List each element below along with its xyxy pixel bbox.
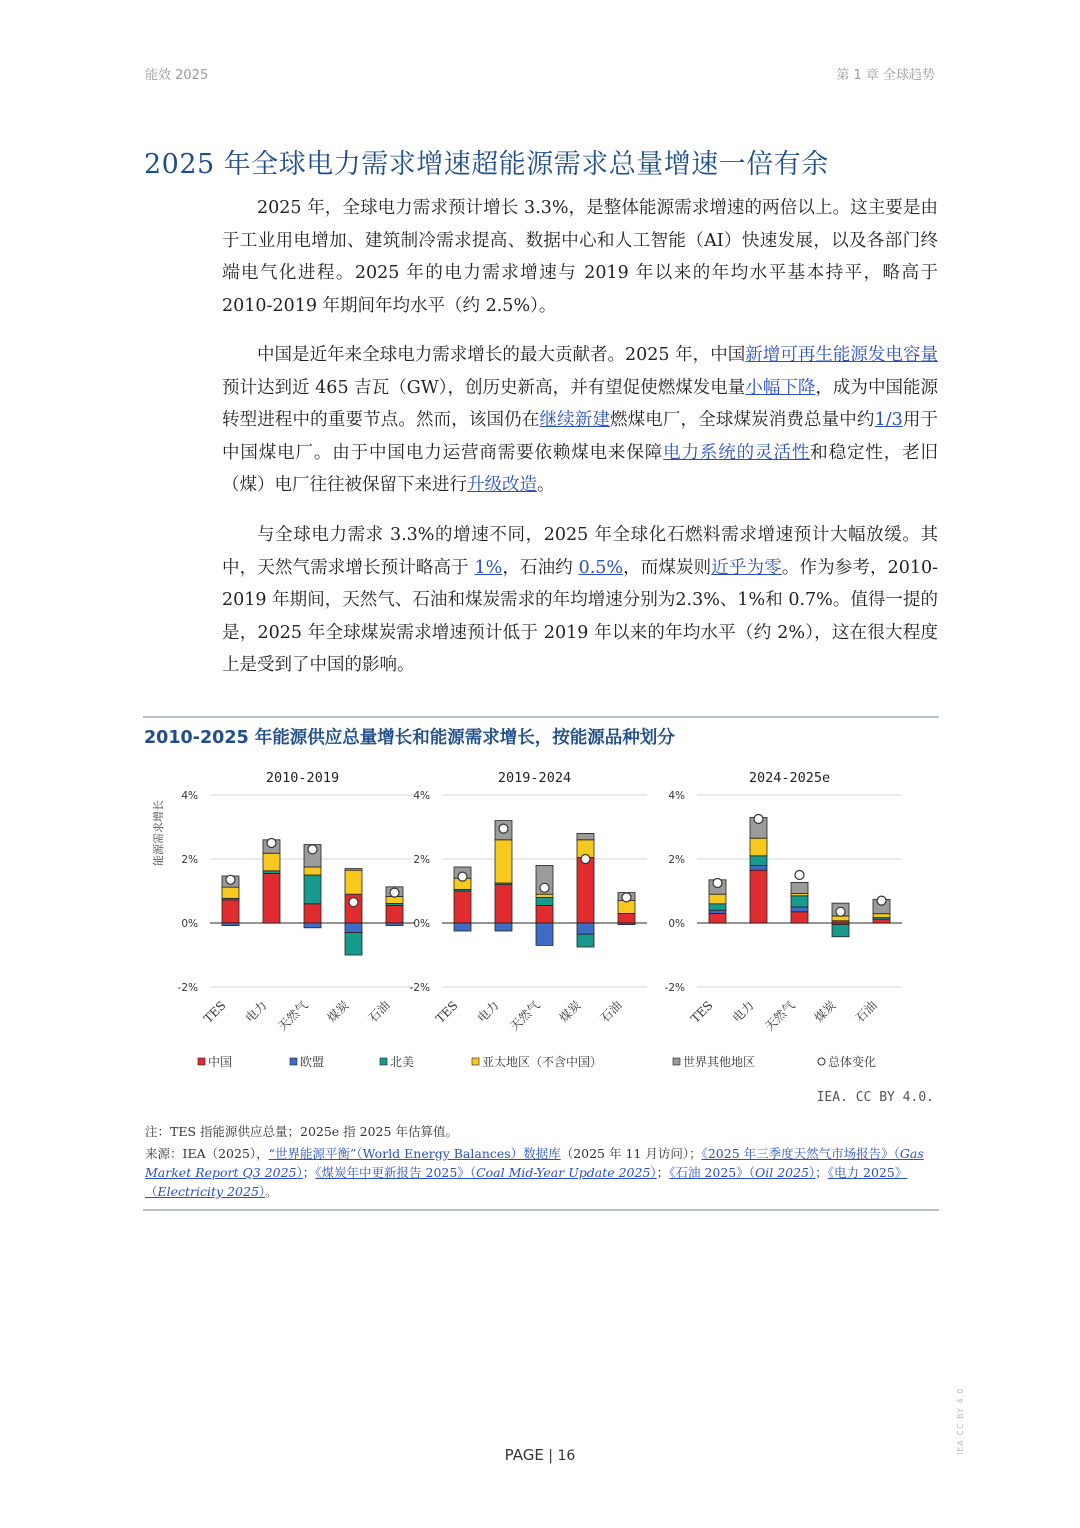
legend-label: 世界其他地区 bbox=[683, 1055, 756, 1069]
text: 与全球电力需求 3.3%的增速不同，2025 年全球化石燃料需求增速预计大幅放缓。其中，天然气需求增长预计略高于 bbox=[222, 525, 938, 578]
figure-sources bbox=[145, 1144, 940, 1201]
category-label: TES bbox=[201, 998, 229, 1026]
bar-segment bbox=[495, 923, 512, 931]
total-marker bbox=[754, 815, 763, 824]
bar-segment bbox=[454, 923, 471, 931]
link-continue-building[interactable]: 继续新建 bbox=[539, 410, 611, 430]
bar-segment bbox=[750, 870, 767, 923]
link-coal-mid-year-update[interactable] bbox=[315, 1165, 656, 1180]
y-tick-label: 4% bbox=[413, 790, 430, 802]
bar-segment bbox=[263, 873, 280, 923]
bar-segment bbox=[345, 933, 362, 955]
total-marker bbox=[308, 845, 317, 854]
bar-segment bbox=[536, 897, 553, 905]
running-header-left: 能效 2025 bbox=[145, 68, 209, 83]
link-oil-0-5pct[interactable]: 0.5% bbox=[578, 557, 624, 578]
category-label: 电力 bbox=[242, 998, 270, 1026]
y-tick-label: 4% bbox=[668, 790, 685, 802]
bar-segment bbox=[222, 887, 239, 898]
legend-swatch bbox=[290, 1058, 297, 1065]
total-marker bbox=[540, 883, 549, 892]
legend-marker bbox=[818, 1058, 825, 1065]
link-new-renewable-capacity[interactable]: 新增可再生能源发电容量 bbox=[745, 345, 938, 365]
link-near-zero[interactable]: 近乎为零 bbox=[711, 557, 782, 578]
side-license-mark: IEA CC BY 4.0 bbox=[956, 1387, 965, 1455]
text: ） bbox=[809, 1165, 816, 1180]
bar-segment bbox=[345, 870, 362, 894]
text: 《石油 2025》（ bbox=[669, 1165, 755, 1180]
y-tick-label: 0% bbox=[668, 918, 685, 930]
text: （2025 年 11 月访问）； bbox=[560, 1146, 702, 1161]
link-upgrade-retrofit[interactable]: 升级改造 bbox=[467, 475, 537, 495]
link-world-energy-balances[interactable]: “世界能源平衡”（World Energy Balances）数据库 bbox=[268, 1146, 561, 1161]
bar-segment bbox=[750, 838, 767, 856]
total-marker bbox=[581, 855, 590, 864]
bar-segment bbox=[222, 923, 239, 926]
bar-segment bbox=[709, 904, 726, 910]
bar-segment bbox=[577, 934, 594, 947]
bar-segment bbox=[536, 905, 553, 923]
bar-segment bbox=[832, 925, 849, 937]
total-marker bbox=[226, 875, 235, 884]
text: ） bbox=[650, 1165, 657, 1180]
link-system-flexibility[interactable]: 电力系统的灵活性 bbox=[663, 442, 811, 463]
page-number-value: 16 bbox=[557, 1448, 576, 1464]
panel-title: 2019-2024 bbox=[497, 770, 572, 786]
category-label: TES bbox=[433, 998, 461, 1026]
total-marker bbox=[349, 898, 358, 907]
paragraph-1: 2025 年，全球电力需求预计增长 3.3%，是整体能源需求增速的两倍以上。这主要是由于工业用电增加、建筑制冷需求提高、数据中心和人工智能（AI）快速发展，以及各部门终端电气化进程。2025 年的电力需求增速与 2019 年以来的年均水平基本持平，略高于 2010-2019 年期间年均水平（约 2.5%）。 bbox=[222, 198, 938, 316]
bar-segment bbox=[577, 857, 594, 923]
category-label: 石油 bbox=[597, 998, 625, 1026]
text: Gas Market Report Q3 2025 bbox=[145, 1146, 924, 1180]
text: 《电力 2025》（ bbox=[145, 1165, 908, 1199]
category-label: 石油 bbox=[365, 998, 393, 1026]
category-label: 煤炭 bbox=[811, 998, 839, 1026]
text: 。 bbox=[537, 475, 555, 495]
bar-segment bbox=[791, 882, 808, 893]
panel-title: 2010-2019 bbox=[265, 770, 340, 786]
bar-segment bbox=[577, 833, 594, 839]
text: 。作为参考，2010-2019 年期间，天然气、石油和煤炭需求的年均增速分别为2.3%、1%和 0.7%。值得一提的是，2025 年全球煤炭需求增速预计低于 2019 年以来的年均水平（约 2%），这在很大程度上是受到了中国的影响。 bbox=[222, 557, 939, 675]
bar-segment bbox=[345, 923, 362, 933]
legend-label: 中国 bbox=[208, 1055, 233, 1069]
section-title: 2025 年全球电力需求增速超能源需求总量增速一倍有余 bbox=[144, 149, 829, 180]
bar-segment bbox=[577, 923, 594, 934]
text: ； bbox=[302, 1165, 316, 1180]
bar-segment bbox=[873, 919, 890, 923]
bar-segment bbox=[536, 923, 553, 945]
figure-top-rule bbox=[143, 716, 939, 718]
bar-segment bbox=[386, 923, 403, 926]
legend-swatch bbox=[472, 1058, 479, 1065]
total-marker bbox=[390, 888, 399, 897]
category-label: 煤炭 bbox=[324, 998, 352, 1026]
total-marker bbox=[877, 896, 886, 905]
running-header-right: 第 1 章 全球趋势 bbox=[836, 68, 935, 83]
text: 预计达到近 465 吉瓦（GW），创历史新高，并有望促使燃煤发电量 bbox=[222, 377, 746, 398]
bar-segment bbox=[495, 840, 512, 883]
category-label: TES bbox=[688, 998, 716, 1026]
bar-segment bbox=[750, 856, 767, 866]
text: 中国是近年来全球电力需求增长的最大贡献者。2025 年，中国 bbox=[257, 345, 746, 365]
figure-credit: IEA. CC BY 4.0. bbox=[816, 1090, 934, 1105]
text: ； bbox=[815, 1165, 828, 1180]
legend-label: 欧盟 bbox=[300, 1055, 325, 1069]
figure-bottom-rule bbox=[143, 1209, 939, 1211]
text: 《煤炭年中更新报告 2025》（ bbox=[315, 1165, 477, 1180]
text: ，成为中国能源转型进程中的重要节点。然而，该国仍在 bbox=[222, 377, 939, 430]
page-label: PAGE bbox=[504, 1446, 544, 1464]
text: ； bbox=[656, 1165, 670, 1180]
bar-segment bbox=[304, 867, 321, 875]
bar-segment bbox=[304, 904, 321, 923]
page-separator: | bbox=[543, 1448, 558, 1464]
bar-segment bbox=[304, 923, 321, 928]
y-tick-label: -2% bbox=[409, 982, 430, 994]
text: Oil 2025 bbox=[754, 1165, 810, 1180]
y-tick-label: 2% bbox=[413, 854, 430, 866]
total-marker bbox=[836, 907, 845, 916]
link-gas-1pct[interactable]: 1% bbox=[474, 557, 503, 578]
bar-segment bbox=[263, 853, 280, 871]
legend-label: 总体变化 bbox=[828, 1055, 877, 1069]
category-label: 天然气 bbox=[275, 998, 311, 1034]
y-tick-label: 0% bbox=[181, 918, 198, 930]
y-tick-label: 4% bbox=[181, 790, 198, 802]
bar-segment bbox=[345, 869, 362, 871]
total-marker bbox=[267, 839, 276, 848]
bar-segment bbox=[618, 923, 635, 925]
paragraph-3 bbox=[222, 519, 938, 682]
text: 用于中国煤电厂。由于中国电力运营商需要依赖煤电来保障 bbox=[222, 410, 939, 463]
bar-segment bbox=[454, 891, 471, 923]
total-marker bbox=[713, 879, 722, 888]
total-marker bbox=[458, 872, 467, 881]
text: 《2025 年三季度天然气市场报告》（ bbox=[701, 1146, 900, 1161]
category-label: 天然气 bbox=[507, 998, 543, 1034]
y-tick-label: 2% bbox=[668, 854, 685, 866]
y-tick-label: -2% bbox=[177, 982, 198, 994]
energy-demand-growth-chart bbox=[140, 760, 940, 1085]
y-axis-label: 能源需求增长 bbox=[152, 800, 165, 866]
text: 来源：IEA（2025）， bbox=[145, 1146, 269, 1161]
figure-title: 2010-2025 年能源供应总量增长和能源需求增长，按能源品种划分 bbox=[144, 728, 675, 748]
text: 燃煤电厂，全球煤炭消费总量中约 bbox=[610, 410, 875, 430]
text: 和稳定性，老旧（煤）电厂往往被保留下来进行 bbox=[222, 442, 939, 495]
y-tick-label: 2% bbox=[181, 854, 198, 866]
bar-segment bbox=[791, 907, 808, 912]
link-slight-decline[interactable]: 小幅下降 bbox=[745, 377, 816, 398]
total-marker bbox=[795, 871, 804, 880]
panel-title: 2024-2025e bbox=[748, 770, 831, 786]
text: Coal Mid-Year Update 2025 bbox=[476, 1165, 651, 1180]
bar-segment bbox=[386, 905, 403, 923]
link-one-third[interactable]: 1/3 bbox=[874, 410, 903, 430]
category-label: 煤炭 bbox=[556, 998, 584, 1026]
legend-swatch bbox=[198, 1058, 205, 1065]
text: 。 bbox=[265, 1184, 278, 1199]
page-number bbox=[0, 1446, 1080, 1464]
legend-label: 亚太地区（不含中国） bbox=[482, 1055, 603, 1069]
bar-segment bbox=[791, 896, 808, 907]
bar-segment bbox=[618, 901, 635, 914]
bar-segment bbox=[791, 912, 808, 923]
bar-segment bbox=[709, 913, 726, 923]
y-tick-label: 0% bbox=[413, 918, 430, 930]
category-label: 天然气 bbox=[762, 998, 798, 1034]
category-label: 电力 bbox=[729, 998, 757, 1026]
legend-swatch bbox=[380, 1058, 387, 1065]
y-tick-label: -2% bbox=[664, 982, 685, 994]
bar-segment bbox=[304, 875, 321, 904]
bar-segment bbox=[495, 885, 512, 923]
text: ，石油约 bbox=[502, 557, 579, 578]
link-oil-2025[interactable] bbox=[669, 1165, 815, 1180]
bar-segment bbox=[618, 913, 635, 923]
total-marker bbox=[499, 824, 508, 833]
legend-label: 北美 bbox=[390, 1055, 415, 1069]
bar-segment bbox=[873, 914, 890, 918]
legend-swatch bbox=[673, 1058, 680, 1065]
bar-segment bbox=[709, 894, 726, 904]
paragraph-2 bbox=[222, 339, 938, 502]
bar-segment bbox=[750, 865, 767, 870]
total-marker bbox=[622, 893, 631, 902]
bar-segment bbox=[709, 910, 726, 913]
bar-segment bbox=[222, 900, 239, 923]
bar-segment bbox=[536, 894, 553, 897]
text: ） bbox=[258, 1184, 266, 1199]
text: ） bbox=[296, 1165, 303, 1180]
figure-note: 注：TES 指能源供应总量；2025e 指 2025 年估算值。 bbox=[145, 1124, 458, 1139]
category-label: 电力 bbox=[474, 998, 502, 1026]
text: ，而煤炭则 bbox=[623, 557, 712, 578]
category-label: 石油 bbox=[852, 998, 880, 1026]
text: Electricity 2025 bbox=[157, 1184, 259, 1199]
